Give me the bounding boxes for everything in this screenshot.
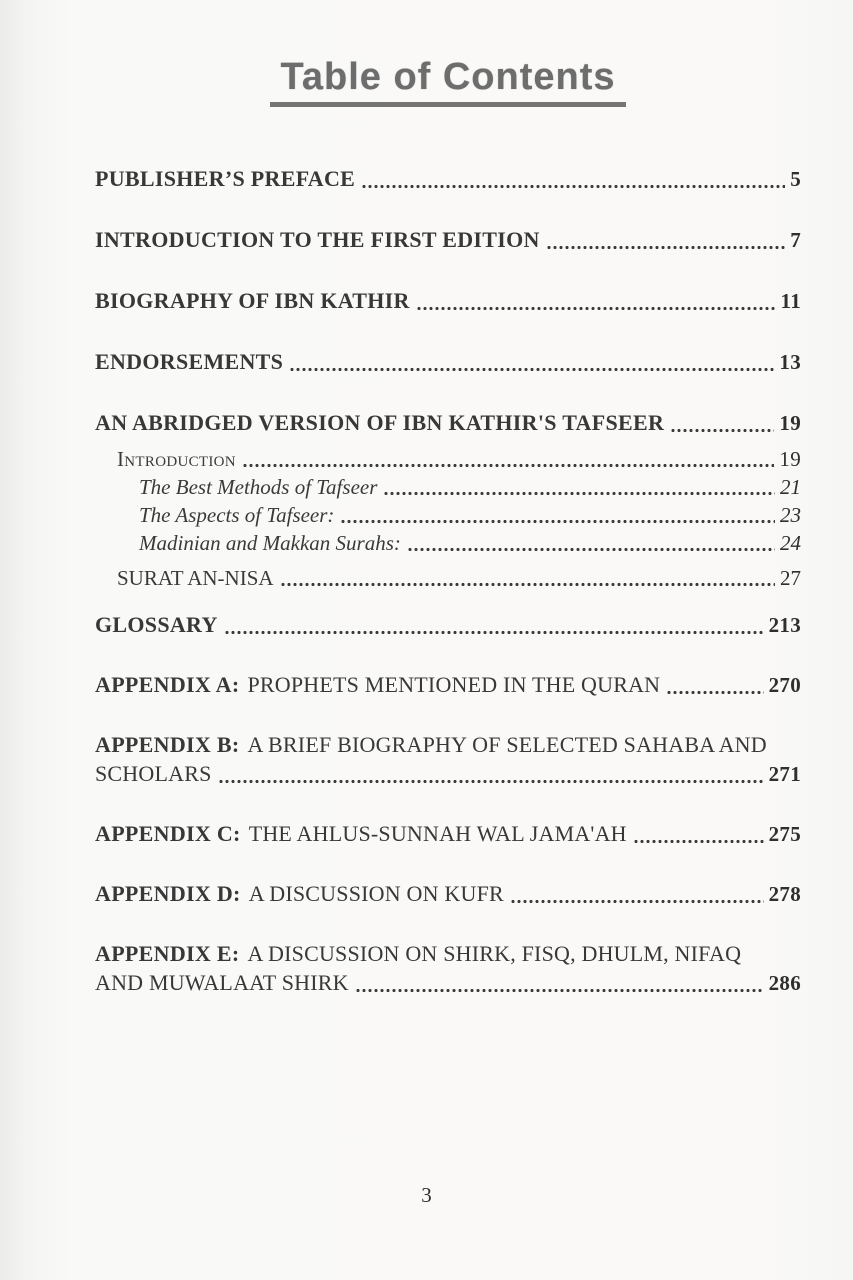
dot-leader [355,987,764,993]
dot-leader [383,490,775,496]
toc-entry-page: 271 [768,762,801,786]
toc-entry-label: PUBLISHER’S PREFACE [95,166,356,191]
dot-leader [218,778,764,784]
toc-entry-label: A DISCUSSION ON KUFR [248,881,504,906]
folio-page-number: 3 [421,1183,432,1207]
toc-entry-page: 270 [768,673,801,697]
toc-entry-page: 21 [780,475,801,499]
toc-entry-label: GLOSSARY [95,612,218,637]
toc-entry [95,409,801,437]
toc-entry-label: A DISCUSSION ON SHIRK, FISQ, DHULM, NIFAQ [247,941,742,966]
toc-entry-page: 24 [780,531,801,555]
toc-entry [95,165,801,193]
toc-entry-label: INTRODUCTION TO THE FIRST EDITION [95,227,540,252]
toc-entry-label: ENDORSEMENTS [95,349,284,374]
toc-entry-label: The Aspects of Tafseer: [139,503,335,527]
dot-leader [546,244,785,250]
toc-entry-page: 275 [768,822,801,846]
toc-entry-page: 19 [779,447,801,471]
dot-leader [416,305,776,311]
toc-entry [95,474,801,500]
dot-leader [510,898,764,904]
toc-entry-page: 11 [780,289,801,313]
toc-entry-label-line2: SCHOLARS [95,761,212,786]
toc-page [95,0,801,997]
toc-entry-label: The Best Methods of Tafseer [139,475,378,499]
toc-entry-label: AN ABRIDGED VERSION OF IBN KATHIR'S TAFSEER [95,410,665,435]
toc-entry-page: 278 [768,882,801,906]
toc-entry-label: PROPHETS MENTIONED IN THE QURAN [247,672,661,697]
toc-entry [95,731,801,788]
toc-entry-page: 286 [768,971,801,995]
toc-entry-label: THE AHLUS-SUNNAH WAL JAMA'AH [248,821,627,846]
toc-entry-label: Madinian and Makkan Surahs: [139,531,401,555]
toc-entry [95,940,801,997]
toc-entry [95,502,801,528]
toc-entry [95,287,801,315]
appendix-prefix: APPENDIX D: [95,881,241,906]
toc-entry [95,348,801,376]
dot-leader [242,462,774,468]
dot-leader [224,629,764,635]
toc-entry-label-line2: AND MUWALAAT SHIRK [95,970,349,995]
toc-entry-label: A BRIEF BIOGRAPHY OF SELECTED SAHABA AND [247,732,767,757]
toc-entry-page: 7 [790,228,801,252]
dot-leader [407,546,775,552]
toc-entry [95,530,801,556]
toc-entry [95,565,801,591]
toc-entry-page: 27 [780,566,801,590]
toc-entry-page: 23 [780,503,801,527]
toc-entry-label: SURAT AN-NISA [117,566,274,590]
dot-leader [666,689,763,695]
toc-entry-page: 213 [768,613,801,637]
appendix-prefix: APPENDIX A: [95,672,240,697]
appendix-prefix: APPENDIX C: [95,821,241,846]
appendix-prefix: APPENDIX B: [95,732,240,757]
toc-entry [95,446,801,472]
dot-leader [670,427,774,433]
dot-leader [289,366,774,372]
dot-leader [340,518,775,524]
toc-entry [95,226,801,254]
toc-entry-page: 5 [790,167,801,191]
page-title: Table of Contents [270,56,625,107]
dot-leader [280,581,775,587]
dot-leader [633,838,764,844]
toc-entry [95,611,801,639]
toc-entry-label: Introduction [117,447,236,471]
toc-entry [95,820,801,848]
dot-leader [361,183,785,189]
toc-entry-page: 19 [779,411,801,435]
toc-entry [95,671,801,699]
table-of-contents [95,165,801,997]
toc-entry-label: BIOGRAPHY OF IBN KATHIR [95,288,410,313]
toc-entry [95,880,801,908]
appendix-prefix: APPENDIX E: [95,941,240,966]
toc-entry-page: 13 [779,350,801,374]
